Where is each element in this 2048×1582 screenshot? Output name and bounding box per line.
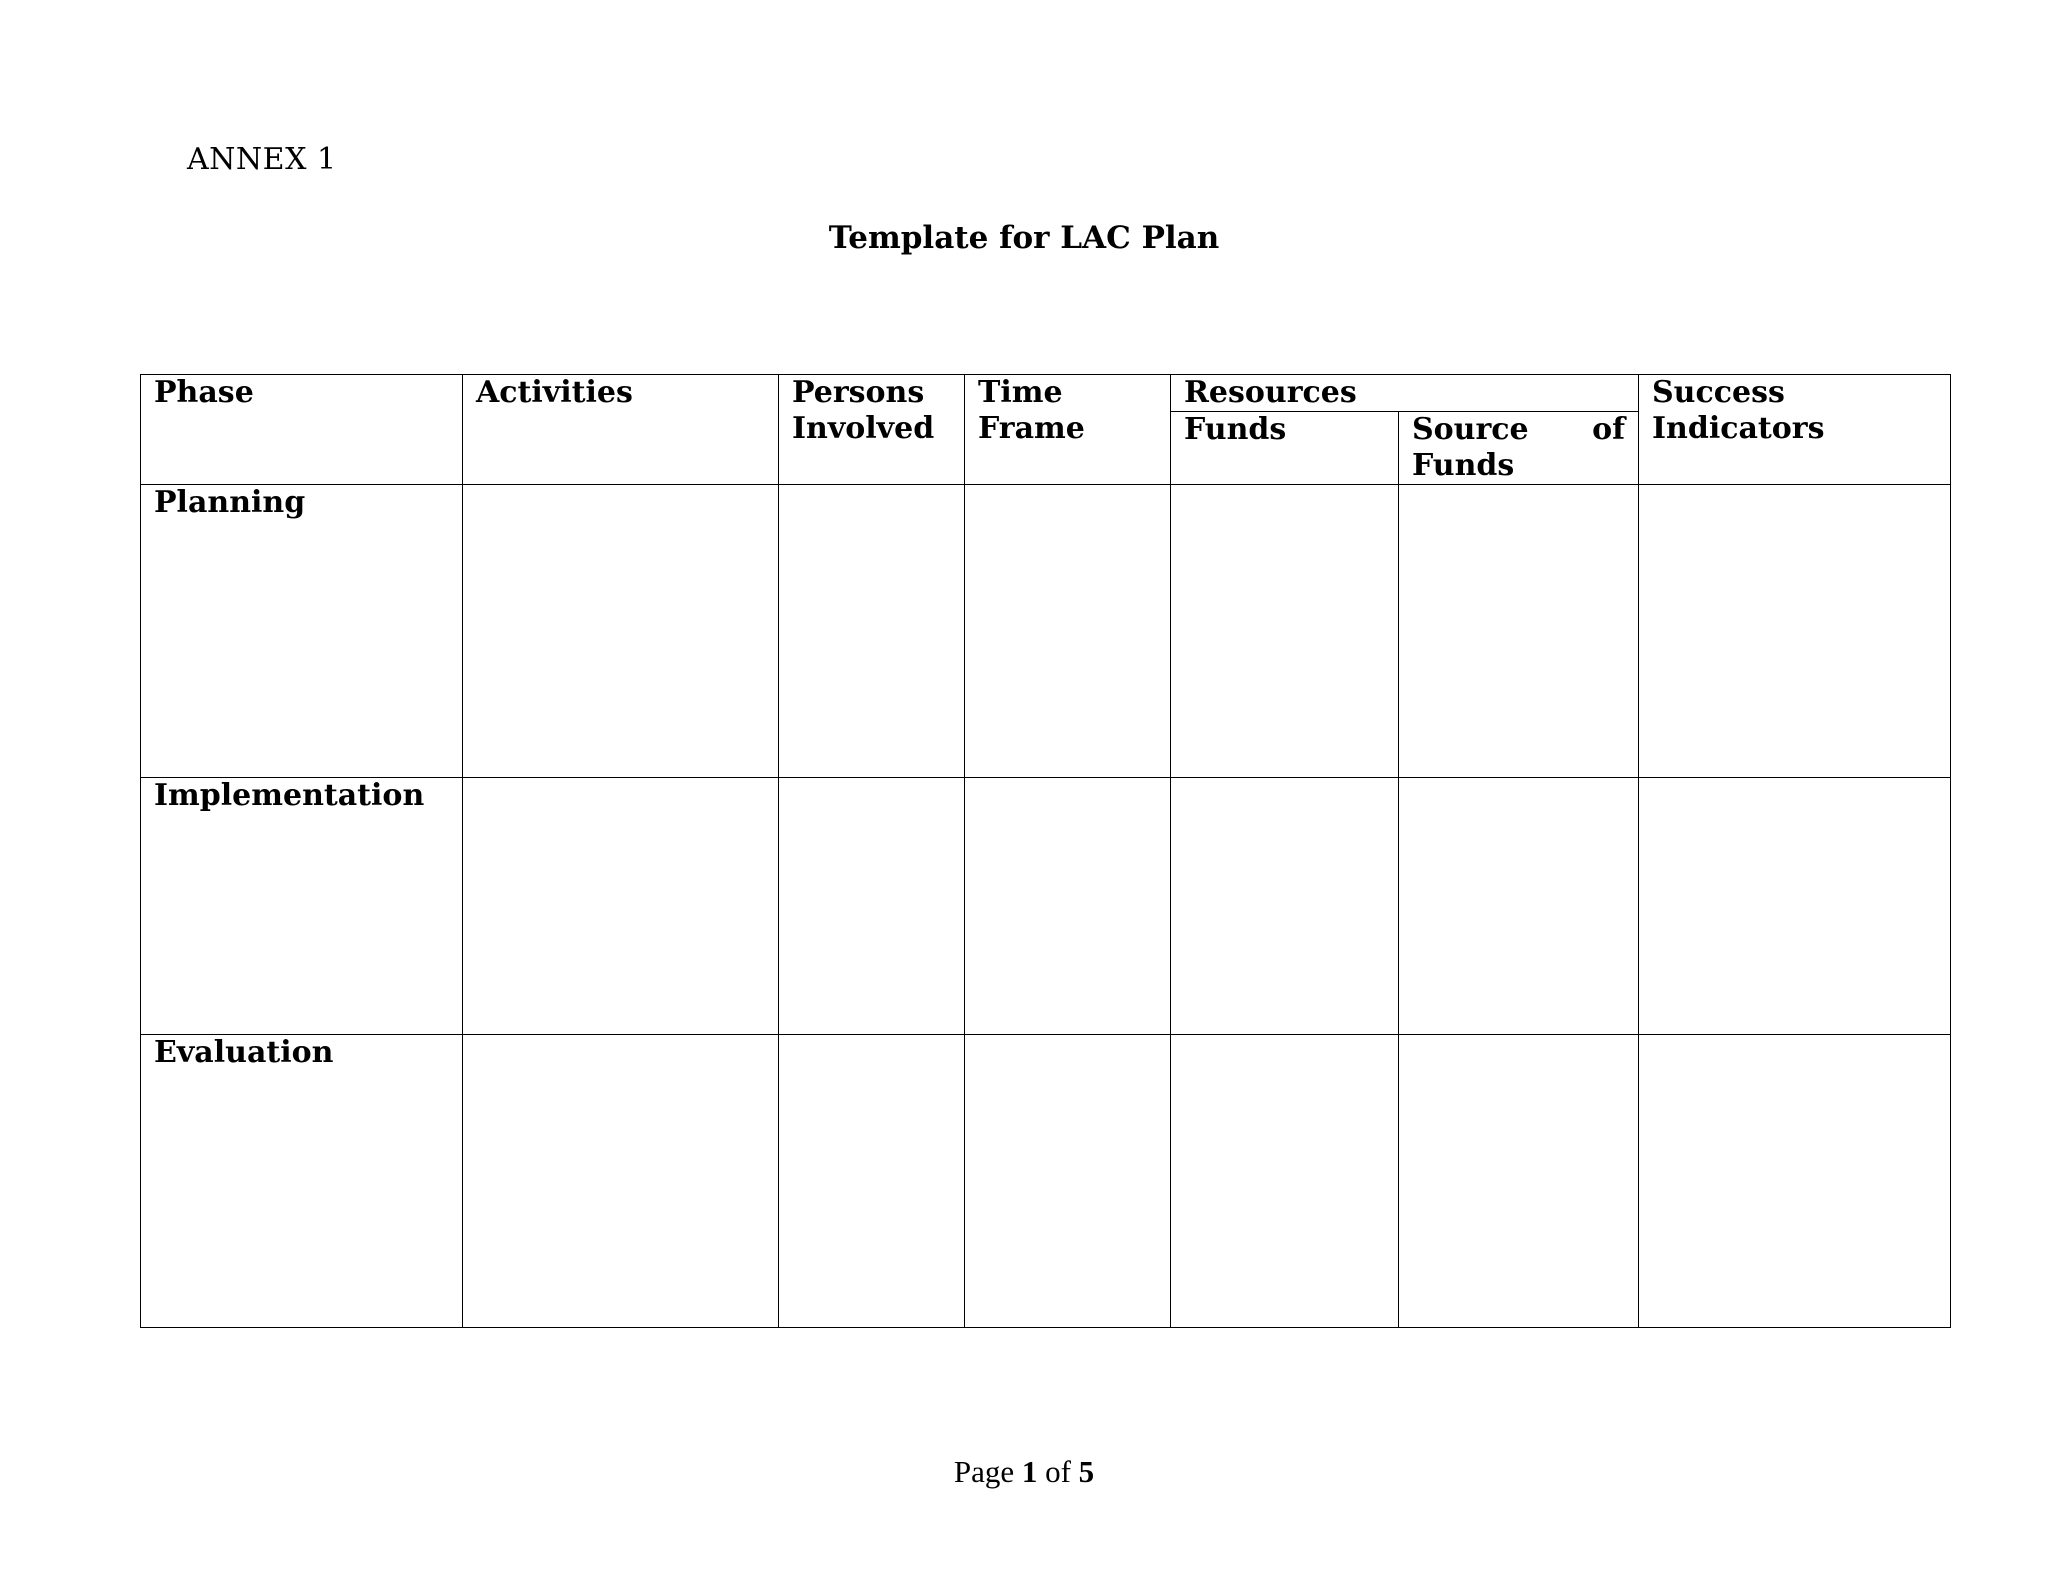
funds-cell bbox=[1171, 485, 1399, 778]
funds-cell bbox=[1171, 1035, 1399, 1328]
header-row bbox=[141, 375, 1951, 412]
success-indicators-cell bbox=[1639, 778, 1951, 1035]
funds-cell bbox=[1171, 778, 1399, 1035]
source-of-funds-cell bbox=[1399, 485, 1639, 778]
header-source-of-funds bbox=[1399, 412, 1639, 485]
activities-cell bbox=[463, 778, 779, 1035]
phase-cell-evaluation: Evaluation bbox=[141, 1035, 463, 1328]
time-frame-cell bbox=[965, 485, 1171, 778]
source-word: Source bbox=[1412, 412, 1529, 447]
success-indicators-cell bbox=[1639, 1035, 1951, 1328]
document-title: Template for LAC Plan bbox=[828, 220, 1220, 256]
persons-involved-cell bbox=[779, 1035, 965, 1328]
source-of-funds-cell bbox=[1399, 1035, 1639, 1328]
persons-involved-cell bbox=[779, 778, 965, 1035]
page-current: 1 bbox=[1021, 1454, 1038, 1489]
table-row bbox=[141, 485, 1951, 778]
header-time-frame: Time Frame bbox=[965, 375, 1171, 485]
source-of-funds-line bbox=[1412, 412, 1625, 448]
activities-cell bbox=[463, 1035, 779, 1328]
table-row bbox=[141, 778, 1951, 1035]
header-phase: Phase bbox=[141, 375, 463, 485]
funds-word: Funds bbox=[1412, 448, 1515, 483]
source-of-funds-cell bbox=[1399, 778, 1639, 1035]
lac-plan-table bbox=[140, 374, 1951, 1328]
persons-involved-cell bbox=[779, 485, 965, 778]
phase-cell-planning: Planning bbox=[141, 485, 463, 778]
page-separator: of bbox=[1045, 1454, 1071, 1489]
time-frame-cell bbox=[965, 1035, 1171, 1328]
page-footer bbox=[0, 1452, 2048, 1492]
success-indicators-cell bbox=[1639, 485, 1951, 778]
header-activities: Activities bbox=[463, 375, 779, 485]
annex-label: ANNEX 1 bbox=[187, 142, 337, 177]
activities-cell bbox=[463, 485, 779, 778]
header-success-indicators: Success Indicators bbox=[1639, 375, 1951, 485]
page-total: 5 bbox=[1078, 1454, 1095, 1489]
of-word: of bbox=[1592, 412, 1625, 447]
header-persons-involved: Persons Involved bbox=[779, 375, 965, 485]
page-prefix: Page bbox=[953, 1454, 1015, 1489]
header-funds: Funds bbox=[1171, 412, 1399, 485]
phase-cell-implementation: Implementation bbox=[141, 778, 463, 1035]
time-frame-cell bbox=[965, 778, 1171, 1035]
table-row bbox=[141, 1035, 1951, 1328]
header-resources: Resources bbox=[1171, 375, 1639, 412]
